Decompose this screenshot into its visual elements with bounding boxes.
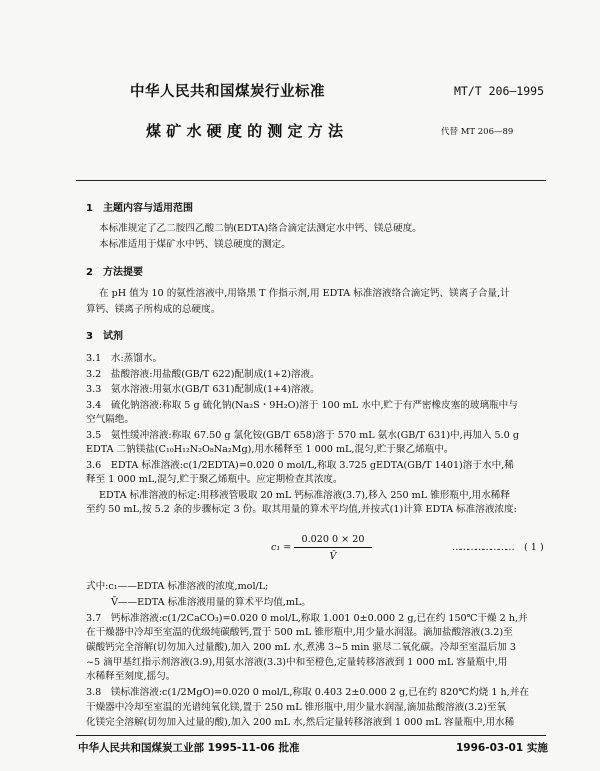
item-3-5-line-2: EDTA 二钠镁盐(C₁₀H₁₂N₂O₈Na₂Mg),用水稀释至 1 000 mL,混匀,贮于聚乙烯瓶中。 <box>86 444 454 455</box>
section-3-heading: 3 试剂 <box>86 331 123 342</box>
formula-leader-dots: …………………… <box>452 542 513 553</box>
item-3-3: 3.3 氨水溶液:用氨水(GB/T 631)配制成(1+4)溶液。 <box>86 384 320 395</box>
item-3-4-line-1: 3.4 硫化钠溶液:称取 5 g 硫化钠(Na₂S・9H₂O)溶于 100 mL 水中,贮于有严密橡皮塞的玻璃瓶中与 <box>86 400 518 411</box>
item-3-2: 3.2 盐酸溶液:用盐酸(GB/T 622)配制成(1+2)溶液。 <box>86 369 320 380</box>
s1-paragraph-1: 本标准规定了乙二胺四乙酸二钠(EDTA)络合滴定法测定水中钙、镁总硬度。 <box>99 223 422 234</box>
where-line-2: V̄——EDTA 标准溶液用量的算术平均值,mL。 <box>111 597 311 608</box>
formula-lhs: c₁ = <box>271 542 292 553</box>
formula-denominator: V̄ <box>329 551 337 562</box>
approval-note: 中华人民共和国煤炭工业部 1995-11-06 批准 <box>78 742 300 754</box>
where-line-1: 式中:c₁——EDTA 标准溶液的浓度,mol/L; <box>86 581 269 592</box>
item-3-7-line-2: 在干燥器中冷却至室温的优级纯碳酸钙,置于 500 mL 锥形瓶中,用少量水润湿。滴加盐酸溶液(3.2)至 <box>86 627 513 638</box>
item-3-6-line-2: 释至 1 000 mL,混匀,贮于聚乙烯瓶中。应定期检查其浓度。 <box>86 474 343 485</box>
item-3-7-line-3: 碳酸钙完全溶解(切勿加入过量酸),加入 200 mL 水,煮沸 3~5 min 驱尽二氧化碳。冷却至室温后加 3 <box>86 642 516 653</box>
replaces-note: 代替 MT 206—89 <box>441 127 514 137</box>
header-rule <box>76 180 546 181</box>
calibration-line-1: EDTA 标准溶液的标定:用移液管吸取 20 mL 钙标准溶液(3.7),移入 250 mL 锥形瓶中,用水稀释 <box>99 490 510 501</box>
s2-line-1: 在 pH 值为 10 的氨性溶液中,用铬黑 T 作指示剂,用 EDTA 标准溶液络合滴定钙、镁离子合量,计 <box>99 288 510 299</box>
section-2-heading: 2 方法提要 <box>86 267 143 278</box>
document-title: 煤 矿 水 硬 度 的 测 定 方 法 <box>146 122 344 140</box>
effective-date: 1996-03-01 实施 <box>456 742 548 754</box>
standard-number: MT/T 206—1995 <box>454 84 545 98</box>
s2-line-2: 算钙、镁离子所构成的总硬度。 <box>86 304 221 315</box>
item-3-7-line-1: 3.7 钙标准溶液:c(1/2CaCO₃)=0.020 0 mol/L,称取 1.001 0±0.000 2 g,已在约 150℃干燥 2 h,并 <box>86 613 528 624</box>
formula-numerator: 0.020 0 × 20 <box>301 534 365 545</box>
item-3-8-line-1: 3.8 镁标准溶液:c(1/2MgO)=0.020 0 mol/L,称取 0.403 2±0.000 2 g,已在约 820℃灼烧 1 h,并在 <box>86 687 529 698</box>
item-3-5-line-1: 3.5 氨性缓冲溶液:称取 67.50 g 氯化铵(GB/T 658)溶于 570 mL 氨水(GB/T 631)中,再加入 5.0 g <box>86 430 519 441</box>
item-3-8-line-3: 化镁完全溶解(切勿加入过量的酸),加入 200 mL 水,然后定量转移溶液到 1 000 mL 容量瓶中,用水稀 <box>86 717 515 728</box>
item-3-6-line-1: 3.6 EDTA 标准溶液:c(1/2EDTA)=0.020 0 mol/L,称取 3.725 gEDTA(GB/T 1401)溶于水中,稀 <box>86 460 514 471</box>
footer-rule <box>76 735 546 736</box>
formula-fraction-bar <box>294 547 372 548</box>
item-3-8-line-2: 干燥器中冷却至室温的光谱纯氧化镁,置于 250 mL 锥形瓶中,用少量水润湿,滴加盐酸溶液(3.2)至氧 <box>86 702 507 713</box>
s1-paragraph-2: 本标准适用于煤矿水中钙、镁总硬度的测定。 <box>99 239 291 250</box>
section-1-heading: 1 主题内容与适用范围 <box>86 203 193 214</box>
item-3-4-line-2: 空气隔绝。 <box>86 414 134 425</box>
item-3-7-line-5: 水稀释至刻度,摇匀。 <box>86 671 176 682</box>
item-3-7-line-4: ~5 滴甲基红指示剂溶液(3.9),用氨水溶液(3.3)中和至橙色,定量转移溶液到 1 000 mL 容量瓶中,用 <box>86 657 508 668</box>
org-title: 中华人民共和国煤炭行业标准 <box>130 84 325 100</box>
item-3-1: 3.1 水:蒸馏水。 <box>86 353 163 364</box>
formula-number: ( 1 ) <box>524 542 544 553</box>
calibration-line-2: 至约 50 mL,按 5.2 条的步骤标定 3 份。取其用量的算术平均值,并按式(1)计算 EDTA 标准溶液浓度: <box>86 504 517 515</box>
